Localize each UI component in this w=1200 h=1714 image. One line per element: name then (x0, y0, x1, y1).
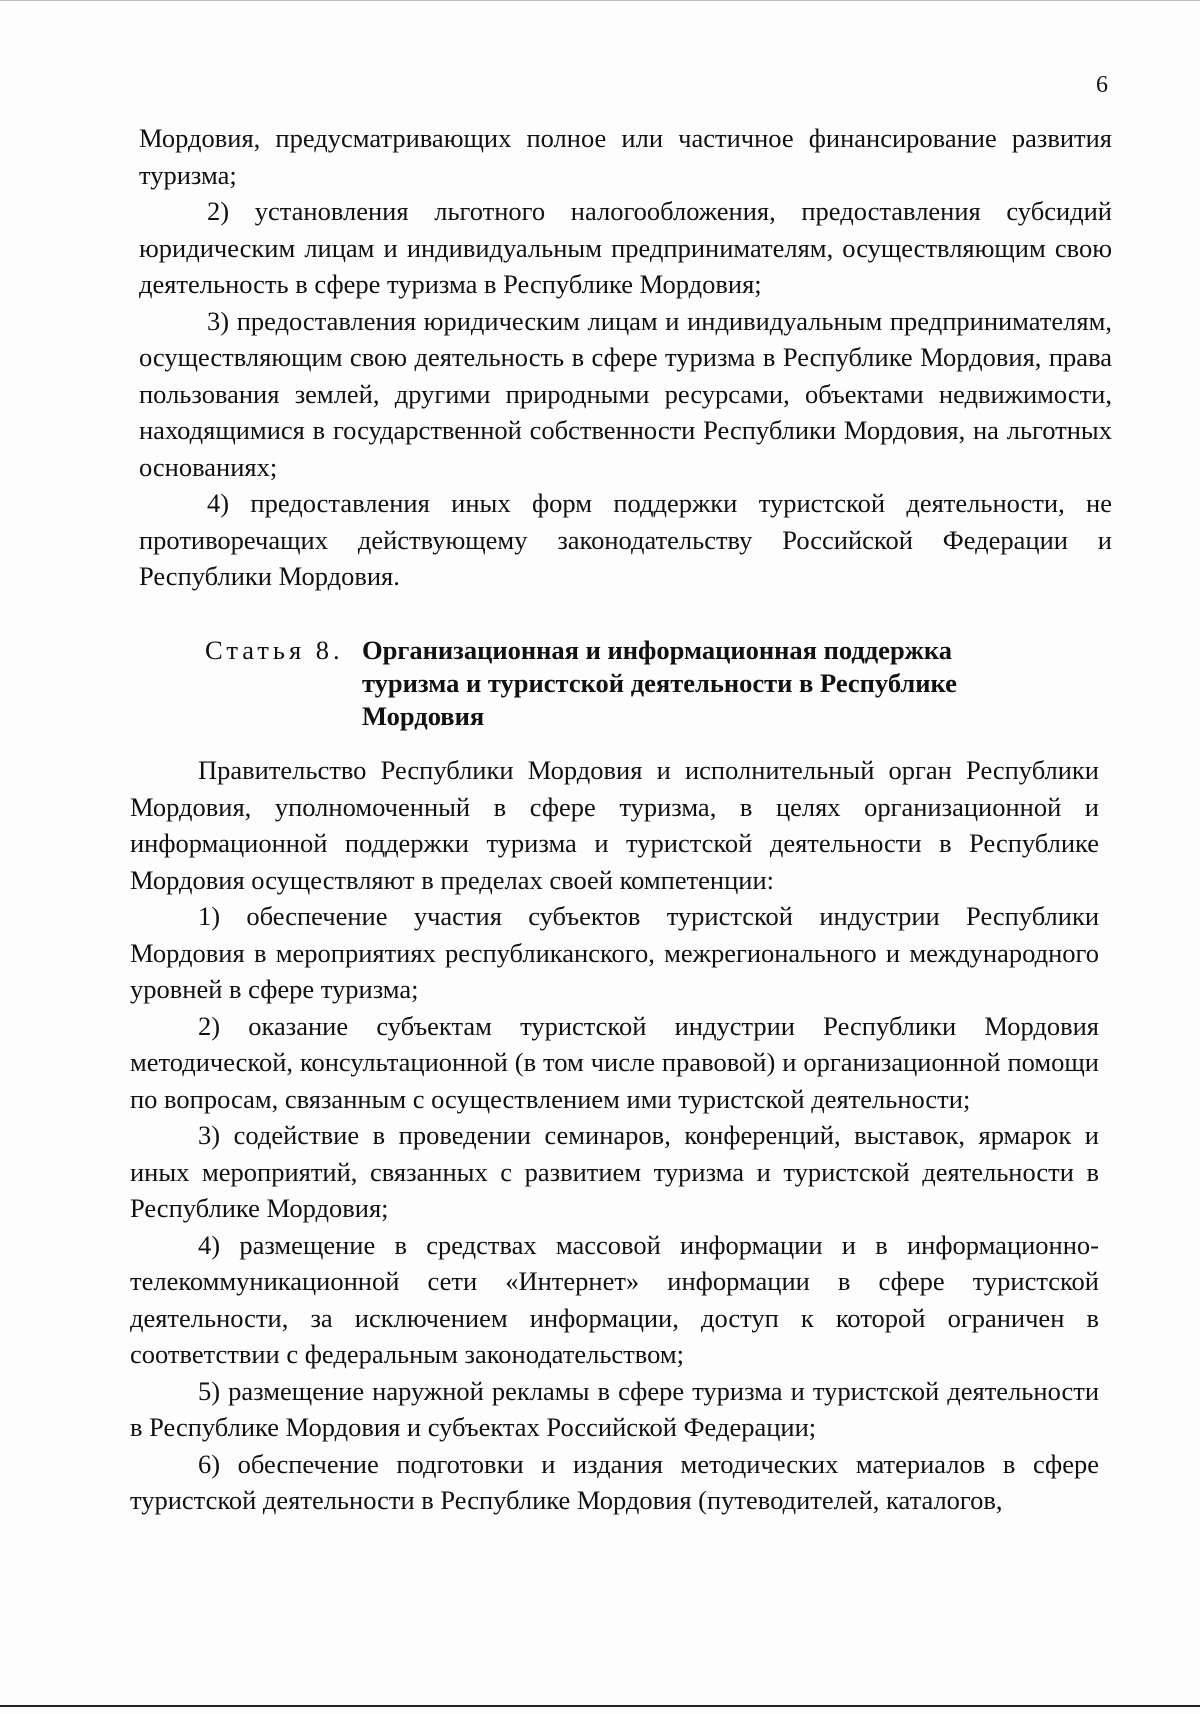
article-body (130, 752, 1099, 1519)
article-item-1: 1) обеспечение участия субъектов туристской индустрии Республики Мордовия в мероприятиях республиканского, межрегионального и международного уровней в сфере туризма; (130, 901, 1099, 1004)
article-item-3: 3) содействие в проведении семинаров, конференций, выставок, ярмарок и иных мероприятий, связанных с развитием туризма и туристской деятельности в Республике Мордовия; (130, 1120, 1099, 1223)
list-item-2: 2) установления льготного налогообложения, предоставления субсидий юридическим лицам и индивидуальным предпринимателям, осуществляющим свою деятельность в сфере туризма в Республике Мордовия; (139, 196, 1112, 299)
paragraph-continuation: Мордовия, предусматривающих полное или частичное финансирование развития туризма; (139, 123, 1112, 190)
article-item-6: 6) обеспечение подготовки и издания методических материалов в сфере туристской деятельности в Республике Мордовия (путеводителей, каталогов, (130, 1448, 1099, 1515)
page-number: 6 (1096, 72, 1108, 98)
list-item-3: 3) предоставления юридическим лицам и индивидуальным предпринимателям, осуществляющим свою деятельность в сфере туризма в Республике Мордовия, права пользования землей, другими природными ресурсами, объектами недвижимости, находящимися в государственной собственности Республики Мордовия, на льготных основаниях; (139, 305, 1112, 482)
top-scan-edge (0, 0, 1200, 1)
top-text-block (139, 120, 1112, 595)
article-title: Организационная и информационная поддержка туризма и туристской деятельности в Республике Мордовия (362, 635, 957, 731)
list-item-4: 4) предоставления иных форм поддержки туристской деятельности, не противоречащих действующему законодательству Российской Федерации и Республики Мордовия. (139, 488, 1112, 591)
article-intro: Правительство Республики Мордовия и исполнительный орган Республики Мордовия, уполномоченный в сфере туризма, в целях организационной и информационной поддержки туризма и туристской деятельности в Республике Мордовия осуществляют в пределах своей компетенции: (130, 755, 1099, 895)
article-item-2: 2) оказание субъектам туристской индустрии Республики Мордовия методической, консультационной (в том числе правовой) и организационной помощи по вопросам, связанным с осуществлением ими туристской деятельности; (130, 1010, 1099, 1114)
article-item-5: 5) размещение наружной рекламы в сфере туризма и туристской деятельности в Республике Мордовия и субъектах Российской Федерации; (130, 1375, 1099, 1442)
bottom-scan-edge (0, 1705, 1200, 1707)
article-label: Статья 8. (205, 635, 344, 665)
article-item-4: 4) размещение в средствах массовой информации и в информационно-телекоммуникационной сети «Интернет» информации в сфере туристской деятельности, за исключением информации, доступ к которой ограничен в соответствии с федеральным законодательством; (130, 1229, 1099, 1369)
